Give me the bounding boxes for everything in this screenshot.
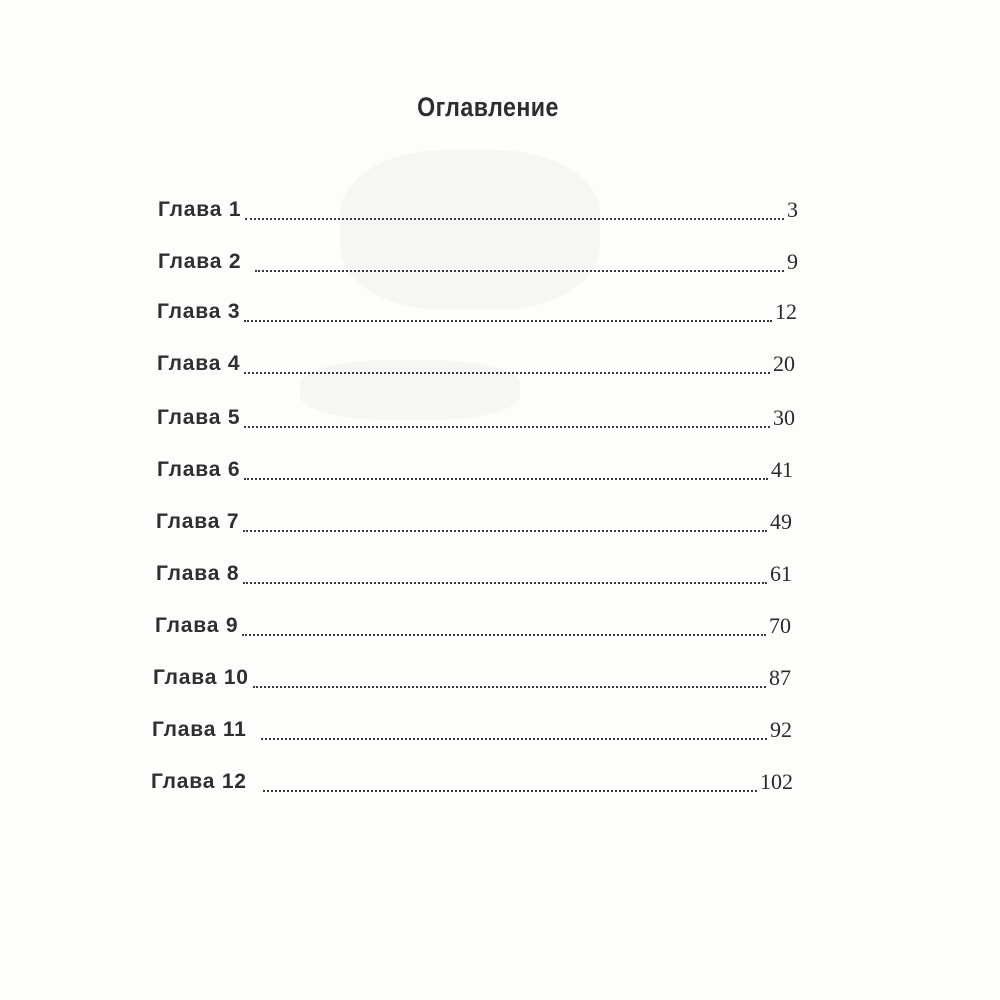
toc-leader-dots [243, 582, 767, 584]
toc-page-number: 12 [775, 299, 797, 324]
toc-chapter-label: Глава 10 [153, 666, 249, 689]
toc-page-number: 20 [773, 351, 795, 376]
toc-chapter-label: Глава 12 [151, 770, 247, 793]
toc-entry [153, 660, 791, 690]
toc-page-number: 92 [770, 717, 792, 742]
toc-page-number: 87 [769, 665, 791, 690]
toc-entry [156, 504, 792, 534]
toc-chapter-label: Глава 6 [157, 458, 241, 481]
toc-chapter-label: Глава 7 [156, 510, 240, 533]
toc-chapter-label: Глава 9 [155, 614, 239, 637]
toc-entry [157, 346, 795, 376]
toc-chapter-label: Глава 11 [152, 718, 247, 741]
toc-chapter-label: Глава 5 [157, 406, 241, 429]
toc-leader-dots [244, 478, 768, 480]
toc-page-number: 61 [770, 561, 792, 586]
toc-leader-dots [261, 738, 767, 740]
toc-leader-dots [263, 790, 757, 792]
toc-leader-dots [243, 530, 767, 532]
toc-chapter-label: Глава 1 [158, 198, 242, 221]
toc-page-number: 70 [769, 613, 791, 638]
toc-chapter-label: Глава 4 [157, 352, 241, 375]
toc-entry [156, 556, 792, 586]
toc-leader-dots [244, 320, 772, 322]
toc-leader-dots [245, 218, 784, 220]
bleed-through-mark [340, 150, 600, 310]
toc-entry [155, 608, 791, 638]
toc-entry [157, 452, 793, 482]
toc-entry [151, 764, 793, 794]
toc-page-number: 3 [787, 197, 798, 222]
toc-entry [158, 244, 798, 274]
toc-entry [157, 294, 797, 324]
toc-page-number: 9 [787, 249, 798, 274]
toc-chapter-label: Глава 8 [156, 562, 240, 585]
toc-page-number: 41 [771, 457, 793, 482]
toc-leader-dots [244, 426, 770, 428]
toc-entry [157, 400, 795, 430]
toc-page-number: 49 [770, 509, 792, 534]
toc-chapter-label: Глава 3 [157, 300, 241, 323]
toc-page-number: 30 [773, 405, 795, 430]
toc-entry [158, 192, 798, 222]
toc-chapter-label: Глава 2 [158, 250, 242, 273]
toc-leader-dots [253, 686, 766, 688]
page-title: Оглавление [417, 92, 559, 122]
toc-entry [152, 712, 792, 742]
toc-page-number: 102 [760, 769, 793, 794]
toc-leader-dots [255, 270, 784, 272]
toc-leader-dots [244, 372, 770, 374]
toc-leader-dots [242, 634, 766, 636]
